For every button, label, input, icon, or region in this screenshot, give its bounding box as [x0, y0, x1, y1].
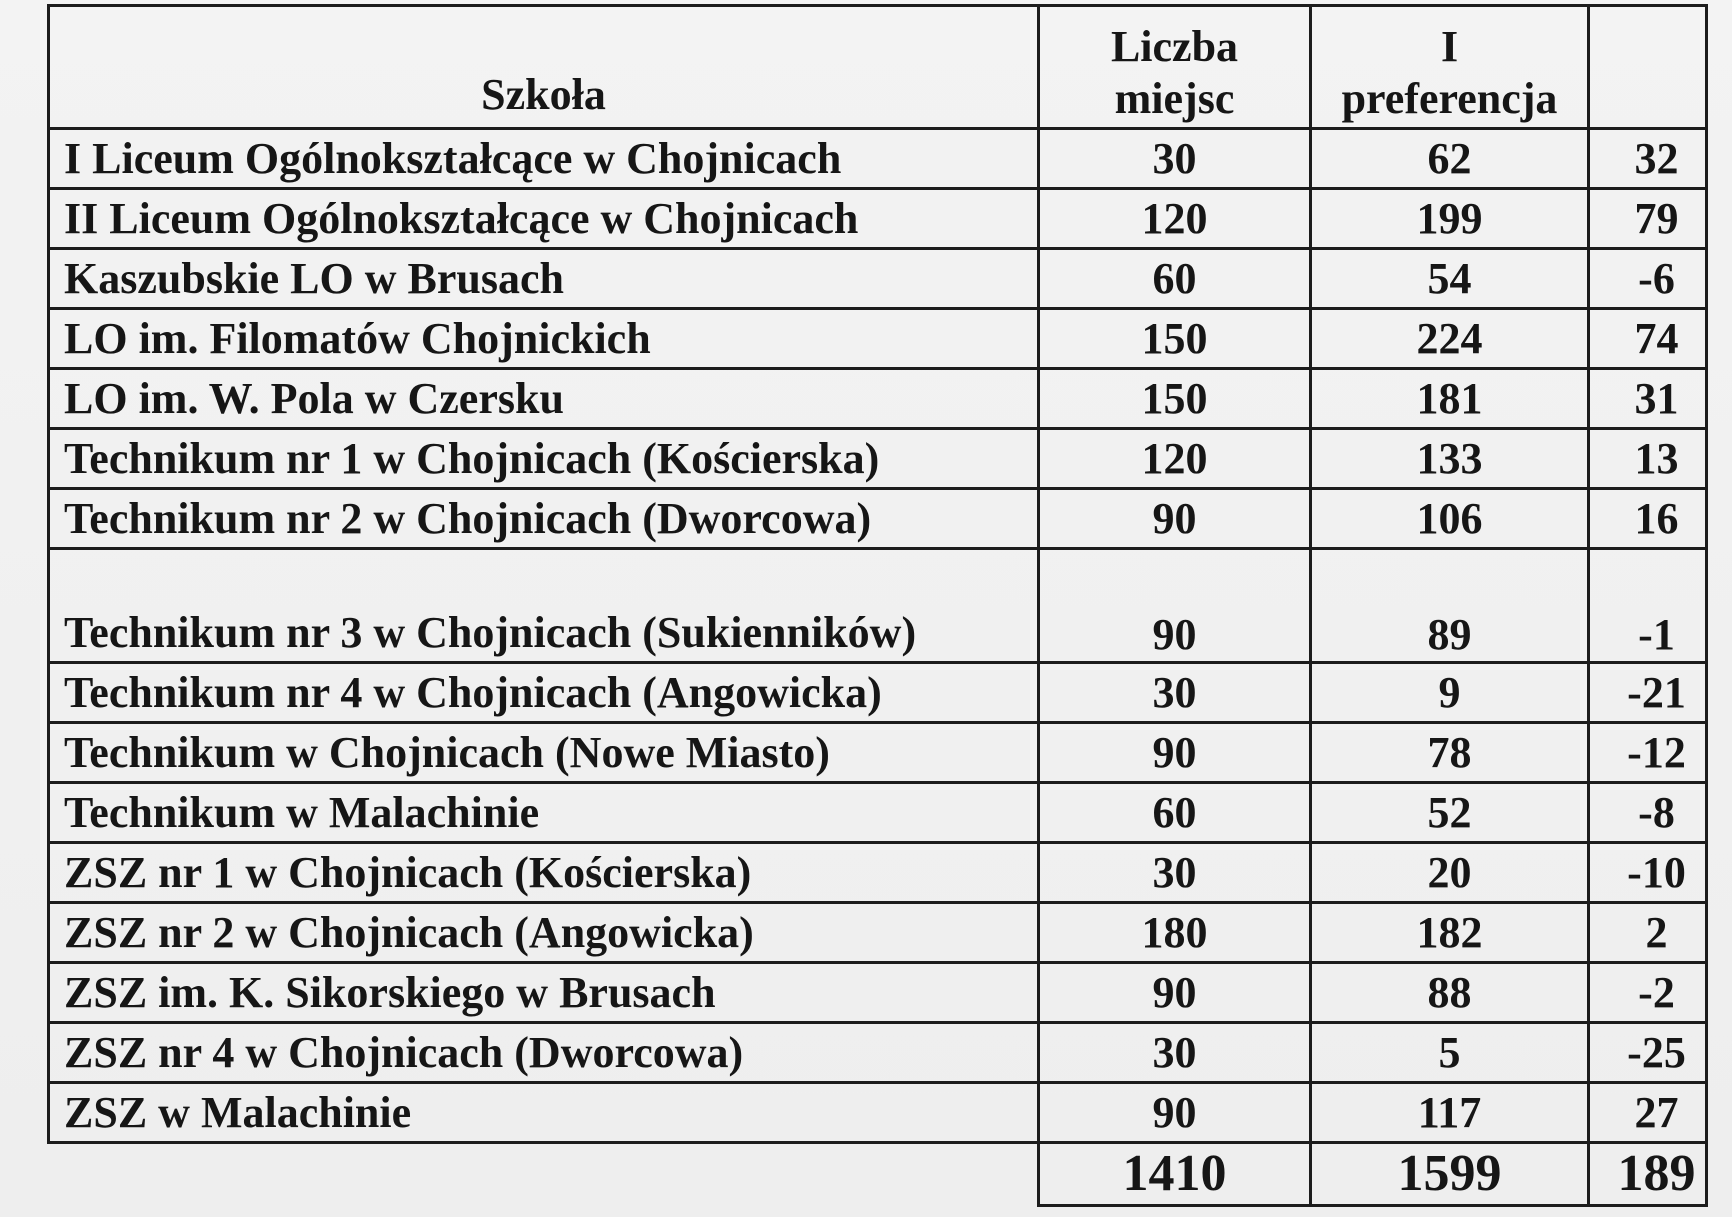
table-row [49, 903, 1707, 963]
first-preference-count: 62 [1311, 129, 1589, 189]
difference-value: -8 [1589, 783, 1707, 843]
difference-value: -25 [1589, 1023, 1707, 1083]
first-preference-count: 106 [1311, 489, 1589, 549]
first-preference-count: 88 [1311, 963, 1589, 1023]
first-preference-count: 181 [1311, 369, 1589, 429]
places-count: 90 [1039, 549, 1311, 663]
places-count: 60 [1039, 249, 1311, 309]
school-name: Kaszubskie LO w Brusach [49, 249, 1039, 309]
header-pref-line1: I [1440, 22, 1459, 71]
difference-value: 13 [1589, 429, 1707, 489]
total-difference: 189 [1589, 1143, 1707, 1206]
school-name: ZSZ nr 4 w Chojnicach (Dworcowa) [49, 1023, 1039, 1083]
difference-value: 31 [1589, 369, 1707, 429]
places-count: 120 [1039, 429, 1311, 489]
table-row [49, 309, 1707, 369]
header-difference [1589, 6, 1707, 129]
header-places-line1: Liczba [1110, 22, 1239, 71]
table-row [49, 549, 1707, 663]
difference-value: -1 [1589, 549, 1707, 663]
first-preference-count: 9 [1311, 663, 1589, 723]
difference-value: 32 [1589, 129, 1707, 189]
difference-value: -12 [1589, 723, 1707, 783]
school-name: LO im. Filomatów Chojnickich [49, 309, 1039, 369]
table-row [49, 189, 1707, 249]
places-count: 30 [1039, 843, 1311, 903]
total-places: 1410 [1039, 1143, 1311, 1206]
table-row [49, 723, 1707, 783]
school-name: I Liceum Ogólnokształcące w Chojnicach [49, 129, 1039, 189]
school-name: Technikum w Chojnicach (Nowe Miasto) [49, 723, 1039, 783]
school-name: LO im. W. Pola w Czersku [49, 369, 1039, 429]
places-count: 180 [1039, 903, 1311, 963]
places-count: 120 [1039, 189, 1311, 249]
school-name: II Liceum Ogólnokształcące w Chojnicach [49, 189, 1039, 249]
total-first-preference: 1599 [1311, 1143, 1589, 1206]
school-name: ZSZ im. K. Sikorskiego w Brusach [49, 963, 1039, 1023]
places-count: 90 [1039, 489, 1311, 549]
places-count: 30 [1039, 129, 1311, 189]
places-count: 90 [1039, 1083, 1311, 1143]
places-count: 30 [1039, 1023, 1311, 1083]
places-count: 90 [1039, 723, 1311, 783]
header-first-preference [1311, 6, 1589, 129]
difference-value: -2 [1589, 963, 1707, 1023]
table-row [49, 843, 1707, 903]
table-row [49, 489, 1707, 549]
table-row [49, 1023, 1707, 1083]
difference-value: 27 [1589, 1083, 1707, 1143]
school-name: Technikum nr 2 w Chojnicach (Dworcowa) [49, 489, 1039, 549]
table-row [49, 1083, 1707, 1143]
first-preference-count: 20 [1311, 843, 1589, 903]
first-preference-count: 182 [1311, 903, 1589, 963]
difference-value: 74 [1589, 309, 1707, 369]
difference-value: 16 [1589, 489, 1707, 549]
difference-value: -21 [1589, 663, 1707, 723]
school-name: ZSZ w Malachinie [49, 1083, 1039, 1143]
table-row [49, 129, 1707, 189]
difference-value: 79 [1589, 189, 1707, 249]
places-count: 90 [1039, 963, 1311, 1023]
places-count: 30 [1039, 663, 1311, 723]
school-name: Technikum nr 4 w Chojnicach (Angowicka) [49, 663, 1039, 723]
places-count: 150 [1039, 309, 1311, 369]
places-count: 60 [1039, 783, 1311, 843]
table-header-row [49, 6, 1707, 129]
header-places-line2: miejsc [1114, 74, 1235, 123]
difference-value: -6 [1589, 249, 1707, 309]
table-row [49, 249, 1707, 309]
first-preference-count: 78 [1311, 723, 1589, 783]
first-preference-count: 199 [1311, 189, 1589, 249]
first-preference-count: 54 [1311, 249, 1589, 309]
school-name: ZSZ nr 1 w Chojnicach (Kościerska) [49, 843, 1039, 903]
first-preference-count: 224 [1311, 309, 1589, 369]
difference-value: 2 [1589, 903, 1707, 963]
first-preference-count: 5 [1311, 1023, 1589, 1083]
difference-value: -10 [1589, 843, 1707, 903]
header-pref-line2: preferencja [1341, 74, 1558, 123]
table-row [49, 369, 1707, 429]
header-places [1039, 6, 1311, 129]
table-row [49, 663, 1707, 723]
header-school: Szkoła [49, 6, 1039, 129]
first-preference-count: 117 [1311, 1083, 1589, 1143]
school-name: Technikum nr 1 w Chojnicach (Kościerska) [49, 429, 1039, 489]
table-row [49, 783, 1707, 843]
school-name: Technikum w Malachinie [49, 783, 1039, 843]
totals-blank-cell [49, 1143, 1039, 1206]
totals-row [49, 1143, 1707, 1206]
first-preference-count: 52 [1311, 783, 1589, 843]
first-preference-count: 133 [1311, 429, 1589, 489]
first-preference-count: 89 [1311, 549, 1589, 663]
school-name: Technikum nr 3 w Chojnicach (Sukienników) [49, 549, 1039, 663]
table-row [49, 963, 1707, 1023]
places-count: 150 [1039, 369, 1311, 429]
school-preferences-table [47, 4, 1708, 1207]
table-row [49, 429, 1707, 489]
school-name: ZSZ nr 2 w Chojnicach (Angowicka) [49, 903, 1039, 963]
